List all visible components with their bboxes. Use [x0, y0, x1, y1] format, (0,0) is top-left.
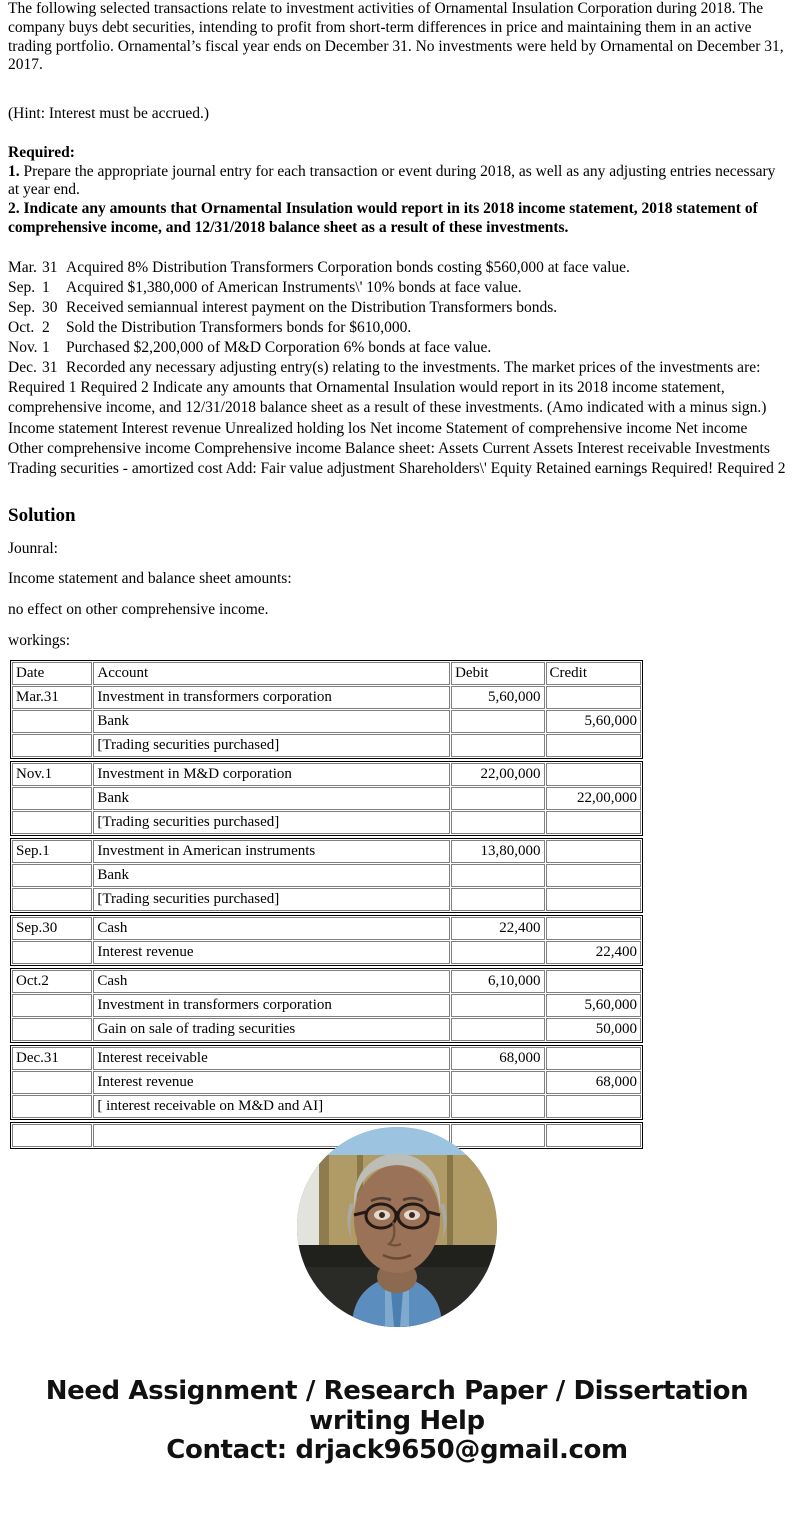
cell-account: [ interest receivable on M&D and AI]: [93, 1095, 450, 1118]
avatar-container: [0, 1127, 794, 1332]
transaction-row: [8, 318, 786, 338]
cell-date: [12, 941, 92, 964]
column-header-credit: Credit: [546, 662, 641, 685]
avatar: [297, 1127, 497, 1327]
cell-date: [12, 734, 92, 757]
cell-debit: [451, 734, 544, 757]
cell-debit: 22,00,000: [451, 763, 544, 786]
cell-debit: [451, 941, 544, 964]
table-row: [12, 941, 641, 964]
cell-account: [Trading securities purchased]: [93, 734, 450, 757]
cell-date: Nov.1: [12, 763, 92, 786]
cell-account: Interest revenue: [93, 941, 450, 964]
cell-debit: 6,10,000: [451, 970, 544, 993]
cell-credit: [546, 917, 641, 940]
cell-credit: 22,00,000: [546, 787, 641, 810]
cell-date: [12, 1018, 92, 1041]
cell-account: [Trading securities purchased]: [93, 888, 450, 911]
cell-credit: 68,000: [546, 1071, 641, 1094]
table-row: [12, 763, 641, 786]
cell-credit: 5,60,000: [546, 710, 641, 733]
cell-credit: 5,60,000: [546, 994, 641, 1017]
requirement-2-text: 2. Indicate any amounts that Ornamental Insulation would report in its 2018 income statement, 2018 statement of comprehensive income, and 12/31/2018 balance sheet as a result of these investments.: [8, 200, 758, 236]
intro-section: [0, 0, 794, 238]
cell-account: [Trading securities purchased]: [93, 811, 450, 834]
table-row: [12, 917, 641, 940]
cell-date: Mar.31: [12, 686, 92, 709]
transaction-month: Dec.: [8, 359, 37, 377]
spacer: [0, 238, 794, 258]
requirement-1-number: 1.: [8, 162, 20, 180]
solution-line-journal: Jounral:: [8, 539, 58, 557]
cell-date: [12, 1124, 92, 1147]
journal-header-table: [10, 660, 643, 759]
spacer: [0, 620, 794, 632]
cell-debit: 5,60,000: [451, 686, 544, 709]
cell-date: [12, 787, 92, 810]
table-row: [12, 1071, 641, 1094]
table-row: [12, 970, 641, 993]
table-header-row: [12, 662, 641, 685]
transaction-description: Received semiannual interest payment on the Distribution Transformers bonds.: [66, 298, 558, 316]
spacer: [0, 528, 794, 540]
table-row: [12, 710, 641, 733]
cell-credit: 50,000: [546, 1018, 641, 1041]
transaction-description: Recorded any necessary adjusting entry(s) relating to the investments. The market prices of the investments are:: [66, 359, 761, 377]
column-header-date: Date: [12, 662, 92, 685]
transaction-day: 30: [42, 298, 58, 316]
cell-credit: [546, 763, 641, 786]
cell-account: Bank: [93, 864, 450, 887]
table-row: [12, 811, 641, 834]
cell-debit: 13,80,000: [451, 840, 544, 863]
cell-credit: [546, 686, 641, 709]
promo-line-2: writing Help: [309, 1405, 485, 1436]
cell-debit: [451, 994, 544, 1017]
cell-credit: 22,400: [546, 941, 641, 964]
table-row: [12, 686, 641, 709]
cell-date: Sep.1: [12, 840, 92, 863]
cell-date: [12, 888, 92, 911]
journal-block-table: [10, 838, 643, 913]
transaction-list: [0, 258, 794, 379]
journal-block-table: [10, 968, 643, 1043]
solution-line-amounts: Income statement and balance sheet amounts:: [8, 570, 292, 588]
cell-date: [12, 710, 92, 733]
intro-paragraph: The following selected transactions relate to investment activities of Ornamental Insulation Corporation during 2018. The company buys debt securities, intending to profit from short-term differences in price and maintaining them in an active trading portfolio. Ornamental’s fiscal year ends on December 31. No investments were held by Ornamental on December 31, 2017.: [8, 0, 784, 74]
promo-line-1: Need Assignment / Research Paper / Dissertation: [45, 1376, 749, 1407]
transaction-day: 1: [42, 278, 50, 296]
cell-credit: [546, 970, 641, 993]
cell-date: [12, 864, 92, 887]
cell-account: Bank: [93, 710, 450, 733]
transaction-month: Oct.: [8, 318, 35, 336]
column-header-debit: Debit: [451, 662, 544, 685]
run-on-requirements-block: Required 1 Required 2 Indicate any amounts that Ornamental Insulation would report in its 2018 income statement, comprehensive income, and 12/31/2018 balance sheet as a result of these investments. (Amo indicated with a minus sign.) Income statement Interest revenue Unrealized holding los Net income Statement of comprehensive income Net income Other comprehensive income Comprehensive income Balance sheet: Assets Current Assets Interest receivable Investments Trading securities - amortized cost Add: Fair value adjustment Shareholders\' Equity Retained earnings Required! Required 2: [8, 379, 786, 477]
cell-debit: [451, 888, 544, 911]
cell-credit: [546, 840, 641, 863]
cell-debit: [451, 1071, 544, 1094]
cell-debit: [451, 710, 544, 733]
cell-debit: 68,000: [451, 1047, 544, 1070]
transaction-description: Acquired 8% Distribution Transformers Corporation bonds costing $560,000 at face value.: [66, 258, 630, 276]
cell-date: [12, 1095, 92, 1118]
promo-line-3: Contact: drjack9650@gmail.com: [166, 1435, 628, 1466]
cell-date: [12, 811, 92, 834]
cell-account: Interest receivable: [93, 1047, 450, 1070]
transaction-row: [8, 358, 786, 378]
solution-line-oci: no effect on other comprehensive income.: [8, 601, 269, 619]
cell-date: [12, 994, 92, 1017]
cell-account: Gain on sale of trading securities: [93, 1018, 450, 1041]
spacer: [0, 589, 794, 601]
transaction-day: 31: [42, 359, 58, 377]
journal-tables: [10, 660, 643, 1115]
promo-footer: [0, 1377, 794, 1486]
cell-date: Oct.2: [12, 970, 92, 993]
transaction-day: 31: [42, 258, 58, 276]
table-row: [12, 994, 641, 1017]
transaction-row: [8, 278, 786, 298]
table-row: [12, 864, 641, 887]
cell-date: Sep.30: [12, 917, 92, 940]
cell-debit: [451, 864, 544, 887]
transaction-month: Sep.: [8, 278, 36, 296]
spacer: [8, 124, 786, 144]
spacer: [8, 75, 786, 105]
table-row: [12, 734, 641, 757]
table-row: [12, 787, 641, 810]
journal-block-table: [10, 915, 643, 966]
transaction-row: [8, 338, 786, 358]
required-block: [8, 144, 786, 238]
transaction-month: Nov.: [8, 339, 38, 357]
cell-account: Bank: [93, 787, 450, 810]
cell-account: Interest revenue: [93, 1071, 450, 1094]
requirement-1-text: Prepare the appropriate journal entry for each transaction or event during 2018, as well as any adjusting entries necessary at year end.: [8, 162, 776, 199]
solution-heading: Solution: [8, 505, 76, 527]
cell-date: Dec.31: [12, 1047, 92, 1070]
transaction-row: [8, 298, 786, 318]
avatar-photo: [297, 1127, 497, 1327]
cell-credit: [546, 734, 641, 757]
table-row: [12, 1095, 641, 1118]
column-header-account: Account: [93, 662, 450, 685]
transaction-description: Sold the Distribution Transformers bonds for $610,000.: [66, 318, 412, 336]
table-row: [12, 1018, 641, 1041]
transaction-day: 1: [42, 339, 50, 357]
cell-credit: [546, 864, 641, 887]
solution-line-workings: workings:: [8, 631, 70, 649]
table-row: [12, 840, 641, 863]
cell-debit: [451, 787, 544, 810]
cell-account: Investment in M&D corporation: [93, 763, 450, 786]
journal-block-table: [10, 1045, 643, 1120]
cell-credit: [546, 1124, 641, 1147]
journal-clip: [10, 660, 643, 1115]
cell-account: Investment in transformers corporation: [93, 994, 450, 1017]
cell-credit: [546, 888, 641, 911]
transaction-description: Acquired $1,380,000 of American Instruments\' 10% bonds at face value.: [66, 278, 522, 296]
table-row: [12, 888, 641, 911]
transaction-day: 2: [42, 318, 50, 336]
cell-debit: [451, 1018, 544, 1041]
transaction-description: Purchased $2,200,000 of M&D Corporation 6% bonds at face value.: [66, 339, 492, 357]
hint-paragraph: (Hint: Interest must be accrued.): [8, 105, 209, 122]
cell-date: [12, 1071, 92, 1094]
journal-block-table: [10, 761, 643, 836]
cell-credit: [546, 1095, 641, 1118]
cell-account: Investment in transformers corporation: [93, 686, 450, 709]
required-heading: Required:: [8, 143, 75, 161]
spacer: [0, 558, 794, 570]
transaction-row: [8, 258, 786, 278]
transaction-month: Sep.: [8, 298, 36, 316]
cell-credit: [546, 811, 641, 834]
cell-account: Cash: [93, 970, 450, 993]
cell-debit: 22,400: [451, 917, 544, 940]
cell-debit: [451, 811, 544, 834]
transaction-month: Mar.: [8, 258, 37, 276]
cell-account: Investment in American instruments: [93, 840, 450, 863]
cell-account: Cash: [93, 917, 450, 940]
cell-debit: [451, 1095, 544, 1118]
table-row: [12, 1047, 641, 1070]
cell-credit: [546, 1047, 641, 1070]
